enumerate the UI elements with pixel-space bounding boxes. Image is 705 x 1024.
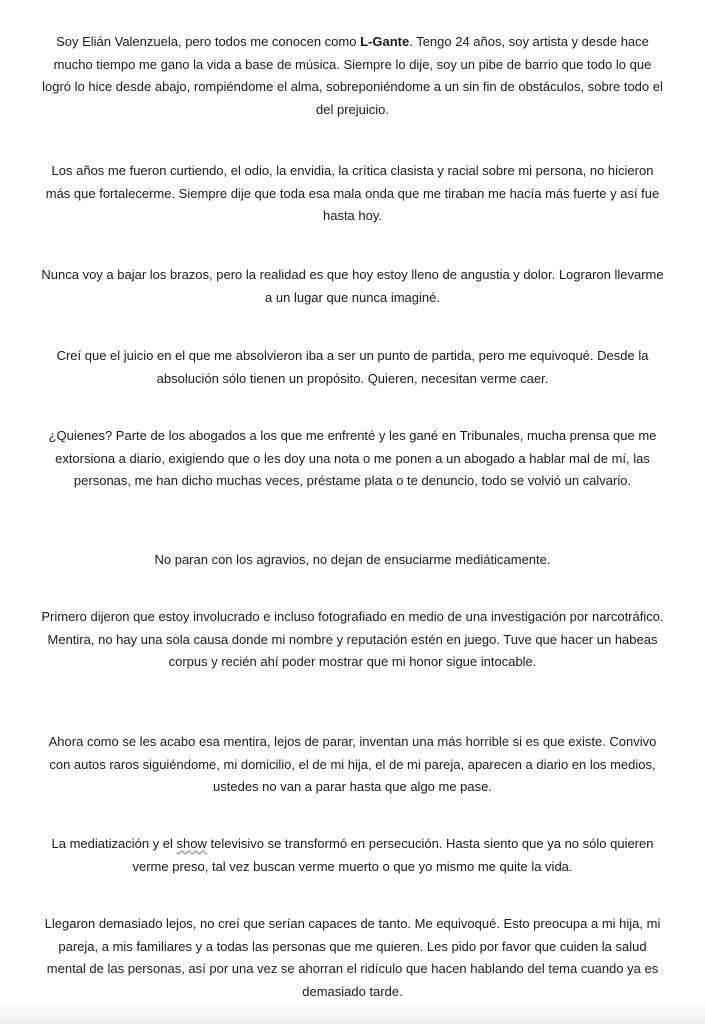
media-text-start: La mediatización y el bbox=[51, 836, 177, 851]
paragraph-media bbox=[40, 833, 665, 878]
paragraph-years: Los años me fueron curtiendo, el odio, la envidia, la crítica clasista y racial sobre mi persona, no hicieron más que fortalecerme. Siempre dije que toda esa mala onda que me tiraban me hacía más fuerte y así fue hasta hoy. bbox=[45, 163, 660, 223]
paragraph-intro bbox=[40, 31, 665, 121]
paragraph-grievances: No paran con los agravios, no dejan de ensuciarme mediáticamente. bbox=[154, 552, 551, 567]
intro-text-start: Soy Elián Valenzuela, pero todos me conocen como bbox=[56, 34, 361, 49]
bottom-shadow bbox=[0, 1002, 705, 1024]
intro-text-end: . Tengo 24 años, soy artista y desde hace mucho tiempo me gano la vida a base de música. Siempre lo dije, soy un pibe de barrio que todo lo que logró lo hice desde abajo, rompiéndome el alma, sobreponiéndome a un sin fin de obstáculos, sobre todo el del prejuicio. bbox=[42, 34, 663, 117]
paragraph-investigation: Primero dijeron que estoy involucrado e incluso fotografiado en medio de una investigación por narcotráfico. Mentira, no hay una sola causa donde mi nombre y reputación estén en juego. Tuve que hacer un habeas corpus y recién ahí poder mostrar que mi honor sigue intocable. bbox=[41, 609, 664, 669]
paragraph-trial: Creí que el juicio en el que me absolvieron iba a ser un punto de partida, pero me equivoqué. Desde la absolución sólo tienen un propósito. Quieren, necesitan verme caer. bbox=[56, 348, 649, 386]
paragraph-never-give-up: Nunca voy a bajar los brazos, pero la realidad es que hoy estoy lleno de angustia y dolor. Lograron llevarme a un lugar que nunca imaginé. bbox=[41, 267, 664, 305]
paragraph-who: ¿Quienes? Parte de los abogados a los que me enfrenté y les gané en Tribunales, mucha prensa que me extorsiona a diario, exigiendo que o les doy una nota o me ponen a un abogado a hablar mal de mí, las personas, me han dicho muchas veces, préstame plata o te denuncio, todo se volvió un calvario. bbox=[48, 428, 657, 488]
spellcheck-marked-word: show bbox=[176, 836, 207, 851]
paragraph-new-lie: Ahora como se les acabo esa mentira, lejos de parar, inventan una más horrible si es que existe. Convivo con autos raros siguiéndome, mi domicilio, el de mi hija, el de mi pareja, aparecen a diario en los medios, ustedes no van a parar hasta que algo me pase. bbox=[48, 734, 657, 794]
artist-name: L-Gante bbox=[360, 34, 410, 49]
paragraph-too-far: Llegaron demasiado lejos, no creí que serían capaces de tanto. Me equivoqué. Esto preocupa a mi hija, mi pareja, a mis familiares y a todas las personas que me quieren. Les pido por favor que cuiden la salud mental de las personas, así por una vez se ahorran el ridículo que hacen hablando del tema cuando ya es demasiado tarde. bbox=[44, 916, 661, 999]
media-text-end: televisivo se transformó en persecución. Hasta siento que ya no sólo quieren verme preso, tal vez buscan verme muerto o que yo mismo me quite la vida. bbox=[132, 836, 654, 874]
